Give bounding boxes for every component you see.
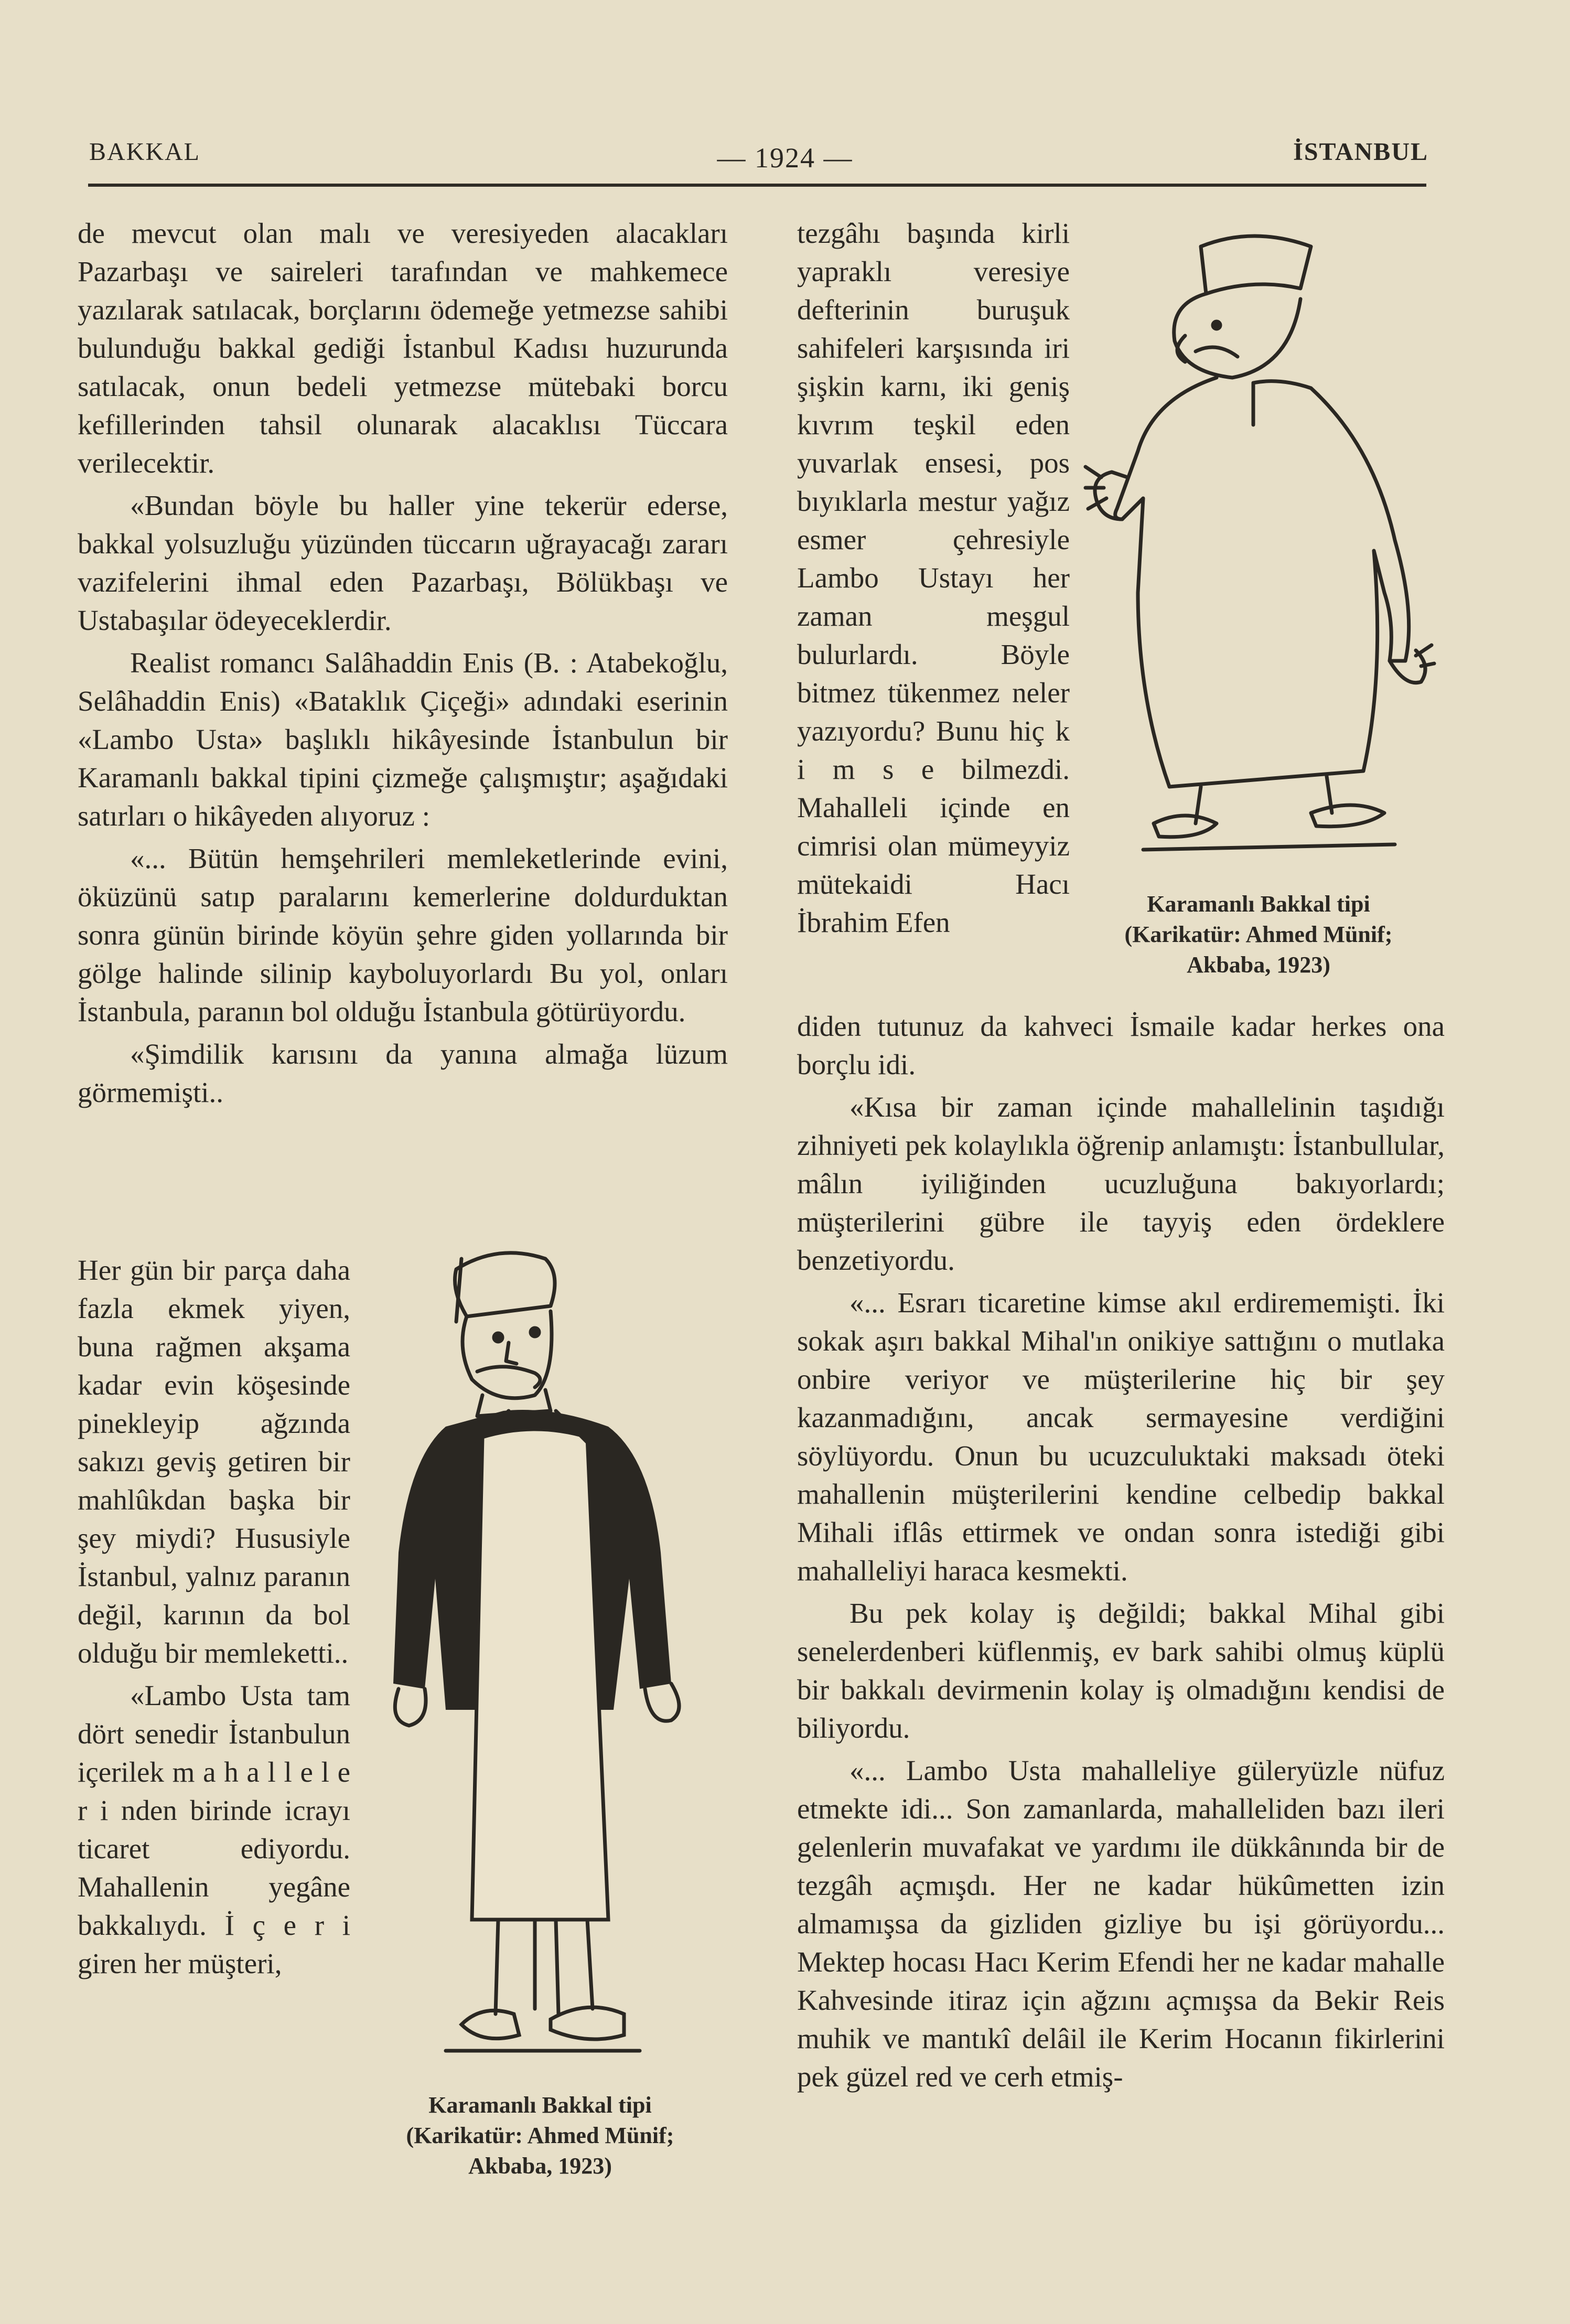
paragraph: «Lambo Usta tam dört senedir İstanbulun içerilek m a h a l l e l e r i nden birinde icrayı ticaret ediyordu. Mahallenin yegâne bakkalıydı. İ ç e r i giren her müşteri, [78, 1679, 350, 1979]
paragraph: «... Bütün hemşehrileri memleketlerinde evini, öküzünü satıp paralarını kemerlerine doldurduktan sonra günün birinde köyün şehre giden yollarında bir gölge halinde silinip kayboluyorlardı Bu yol, onları İstanbula, paranın bol olduğu İstanbula götürüyordu. [78, 842, 728, 1027]
paragraph: tezgâhı başında kirli yapraklı veresiye defterinin buruşuk sahifeleri karşısında iri şişkin karnı, iki geniş kıvrım teşkil eden yuvarlak ensesi, pos bıyıklarla mestur yağız esmer çehresiyle Lambo Ustayı her zaman meşgul bulurlardı. Böyle bitmez tükenmez neler yazıyordu? Bunu hiç k i m s e bilmezdi. Mahalleli içinde en cimrisi olan mümeyyiz mütekaidi Hacı İbrahim Efen [797, 217, 1070, 938]
paragraph: Bu pek kolay iş değildi; bakkal Mihal gibi senelerdenberi küflenmiş, ev bark sahibi olmuş küplü bir bakkalı devirmenin kolay iş olmadığını kendisi de biliyordu. [797, 1597, 1445, 1744]
figure-caption-right [1085, 889, 1432, 980]
paragraph: «Şimdilik karısını da yanına almağa lüzum görmemişti.. [78, 1038, 728, 1108]
right-column-text [797, 1007, 1445, 2096]
left-column-text [78, 214, 728, 1111]
right-narrow-text [797, 214, 1070, 941]
page-year: — 1924 — [717, 142, 853, 174]
caption-line: (Karikatür: Ahmed Münif; [406, 2123, 674, 2148]
paragraph: Her gün bir parça daha fazla ekmek yiyen, buna rağmen akşama kadar evin köşesinde pinekleyip ağzında sakızı geviş getiren bir mahlûkdan başka bir şey miydi? Hususiyle İstanbul, yalnız paranın değil, karının da bol olduğu bir memleketti.. [78, 1254, 350, 1669]
figure-caption-left [367, 2090, 713, 2181]
caption-line: (Karikatür: Ahmed Münif; [1124, 922, 1393, 947]
header-rule [88, 184, 1426, 187]
caption-line: Akbaba, 1923) [1187, 952, 1330, 978]
left-narrow-text [78, 1251, 350, 1983]
paragraph: «... Lambo Usta mahalleliye güleryüzle nüfuz etmekte idi... Son zamanlarda, mahalleliden bazı ileri gelenlerin muvafakat ve yardımı ile dükkânında bir de tezgâh açmışdı. Her ne kadar hükûmetten izin almamışsa da gizliden gizliye bu işi görüyordu... Mektep hocası Hacı Kerim Efendi her ne kadar mahalle Kahvesinde itiraz için ağzını açmışsa da Bekir Reis muhik ve mantıkî delâil ile Kerim Hocanın fikirlerini pek güzel red ve cerh etmiş- [797, 1754, 1445, 2093]
running-head-right: İSTANBUL [1293, 138, 1428, 166]
paragraph: Realist romancı Salâhaddin Enis (B. : Atabekoğlu, Selâhaddin Enis) «Bataklık Çiçeği» adındaki eserinin «Lambo Usta» başlıklı hikâyesinde İstanbulun bir Karamanlı bakkal tipini çizmeğe çalışmıştır; aşağıdaki satırları o hikâyeden alıyoruz : [78, 647, 728, 832]
grocer-caricature-illustration [1080, 226, 1437, 865]
caption-line: Karamanlı Bakkal tipi [1147, 891, 1370, 917]
grocer-caricature-illustration [378, 1238, 713, 2082]
paragraph: «... Esrarı ticaretine kimse akıl erdirememişti. İki sokak aşırı bakkal Mihal'ın onikiye sattığını o mutlaka onbire veriyor ve müşterilerine hiç bir şey kazanmadığını, ancak sermayesine verdiğini söylüyordu. Onun bu ucuzculuktaki maksadı öteki mahallenin müşterilerini kendine celbedip bakkal Mihali iflâs ettirmek ve ondan sonra istediği gibi mahalleliyi haraca kesmekti. [797, 1287, 1445, 1587]
paragraph: «Bundan böyle bu haller yine tekerür ederse, bakkal yolsuzluğu yüzünden tüccarın uğrayacağı zararı vazifelerini ihmal eden Pazarbaşı, Bölükbaşı ve Ustabaşılar ödeyeceklerdir. [78, 489, 728, 636]
paragraph: «Kısa bir zaman içinde mahallelinin taşıdığı zihniyeti pek kolaylıkla öğrenip anlamıştı: İstanbullular, mâlın iyiliğinden ucuzluğuna bakıyorlardı; müşterilerini gübre ile tayyiş eden ördeklere benzetiyordu. [797, 1091, 1445, 1276]
caption-line: Akbaba, 1923) [468, 2153, 612, 2179]
caption-line: Karamanlı Bakkal tipi [428, 2092, 652, 2118]
paragraph: de mevcut olan malı ve veresiyeden alacakları Pazarbaşı ve saireleri tarafından ve mahkemece yazılarak satılacak, borçlarını ödemeğe yetmezse sahibi bulunduğu bakkal gediği İstanbul Kadısı huzurunda satılacak, onun bedeli yetmezse mütebaki borcu kefillerinden tahsil olunarak alacaklısı Tüccara verilecektir. [78, 217, 728, 479]
paragraph: diden tutunuz da kahveci İsmaile kadar herkes ona borçlu idi. [797, 1010, 1445, 1080]
running-head-left: BAKKAL [89, 138, 200, 166]
